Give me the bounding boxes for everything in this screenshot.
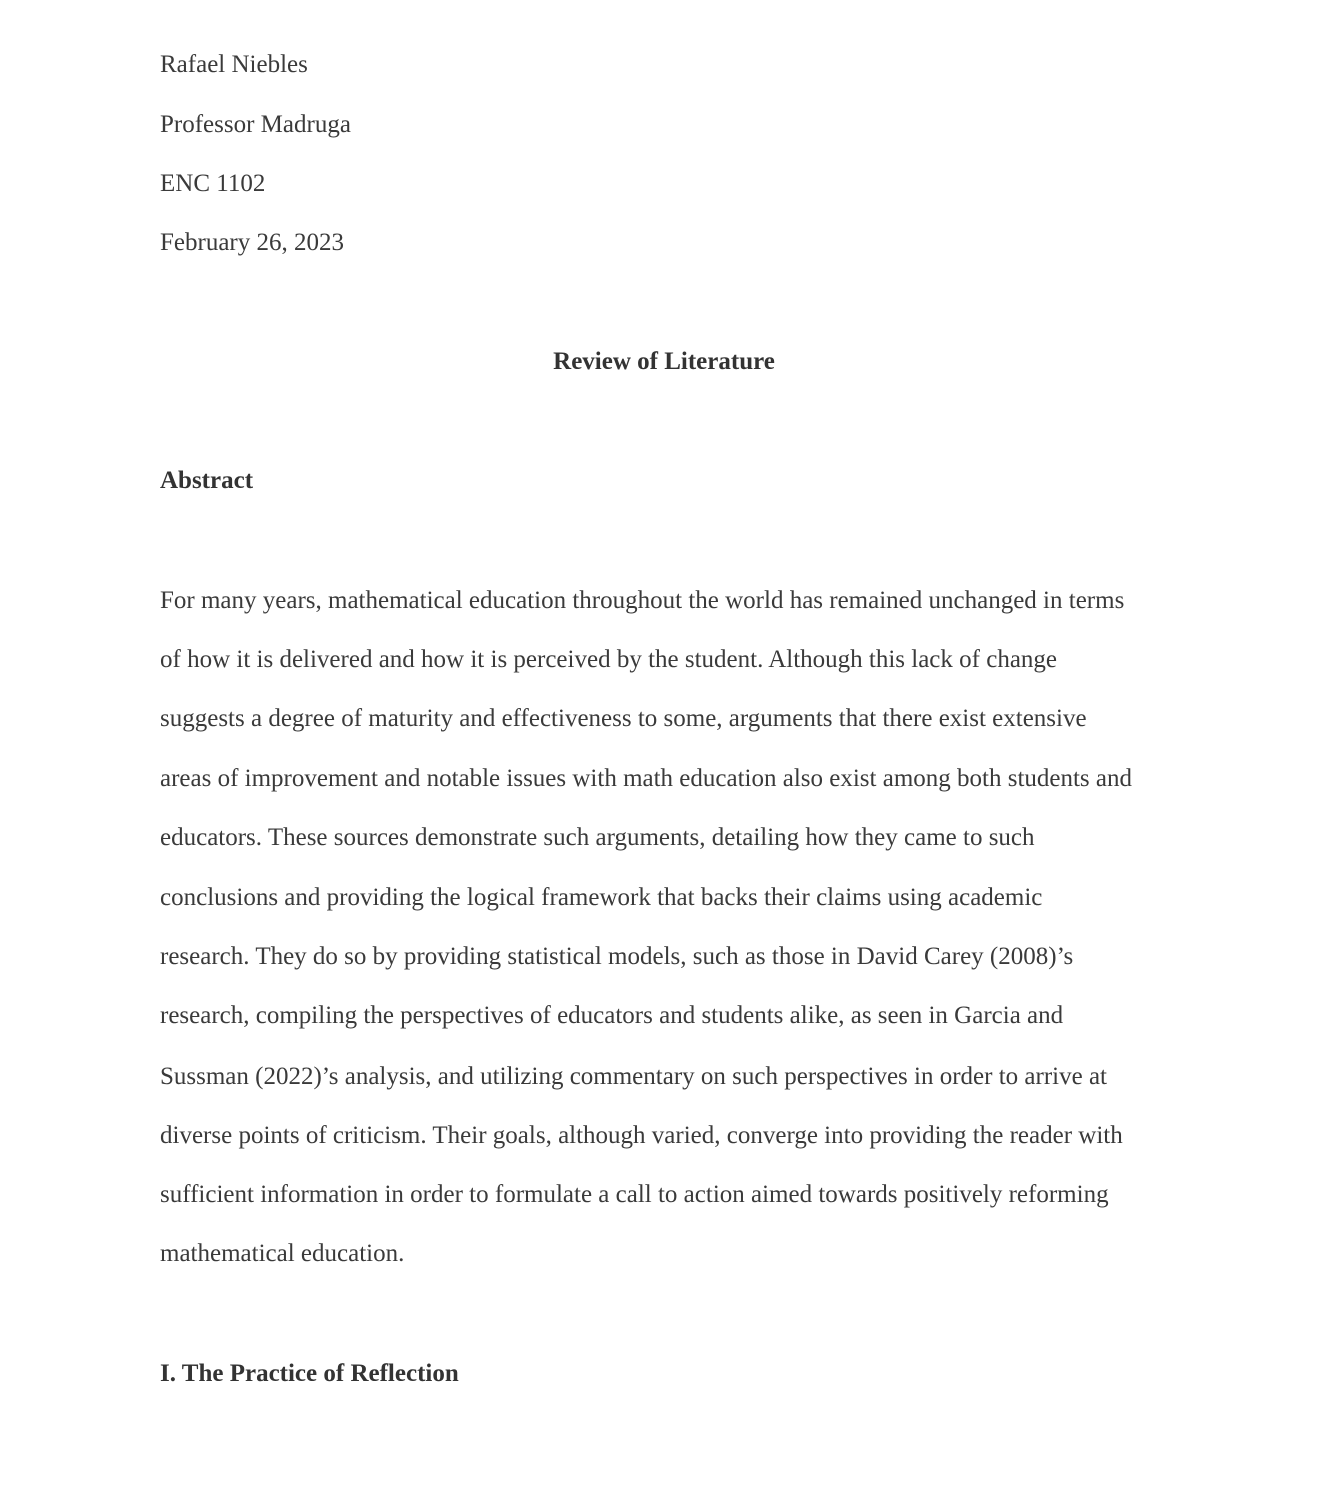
abstract-line: research. They do so by providing statistical models, such as those in David Carey (2008)’s: [160, 943, 1074, 970]
abstract-line: mathematical education.: [160, 1240, 405, 1267]
abstract-line: For many years, mathematical education throughout the world has remained unchanged in terms: [160, 587, 1125, 614]
section-heading-reflection: I. The Practice of Reflection: [160, 1360, 459, 1387]
abstract-heading: Abstract: [160, 467, 254, 494]
instructor-name: Professor Madruga: [160, 111, 351, 138]
abstract-line: suggests a degree of maturity and effectiveness to some, arguments that there exist extensive: [160, 705, 1087, 732]
abstract-line: areas of improvement and notable issues with math education also exist among both students and: [160, 765, 1133, 792]
document-title: Review of Literature: [553, 348, 775, 375]
abstract-line: educators. These sources demonstrate such arguments, detailing how they came to such: [160, 824, 1035, 851]
abstract-line: Sussman (2022)’s analysis, and utilizing commentary on such perspectives in order to arrive at: [160, 1063, 1107, 1090]
abstract-line: research, compiling the perspectives of educators and students alike, as seen in Garcia and: [160, 1002, 1064, 1029]
document-date: February 26, 2023: [160, 229, 344, 256]
abstract-line: of how it is delivered and how it is perceived by the student. Although this lack of change: [160, 646, 1058, 673]
abstract-line: diverse points of criticism. Their goals, although varied, converge into providing the reader with: [160, 1122, 1123, 1149]
abstract-line: conclusions and providing the logical framework that backs their claims using academic: [160, 884, 1043, 911]
abstract-line: sufficient information in order to formulate a call to action aimed towards positively reforming: [160, 1181, 1109, 1208]
course-code: ENC 1102: [160, 170, 266, 197]
author-name: Rafael Niebles: [160, 51, 308, 78]
